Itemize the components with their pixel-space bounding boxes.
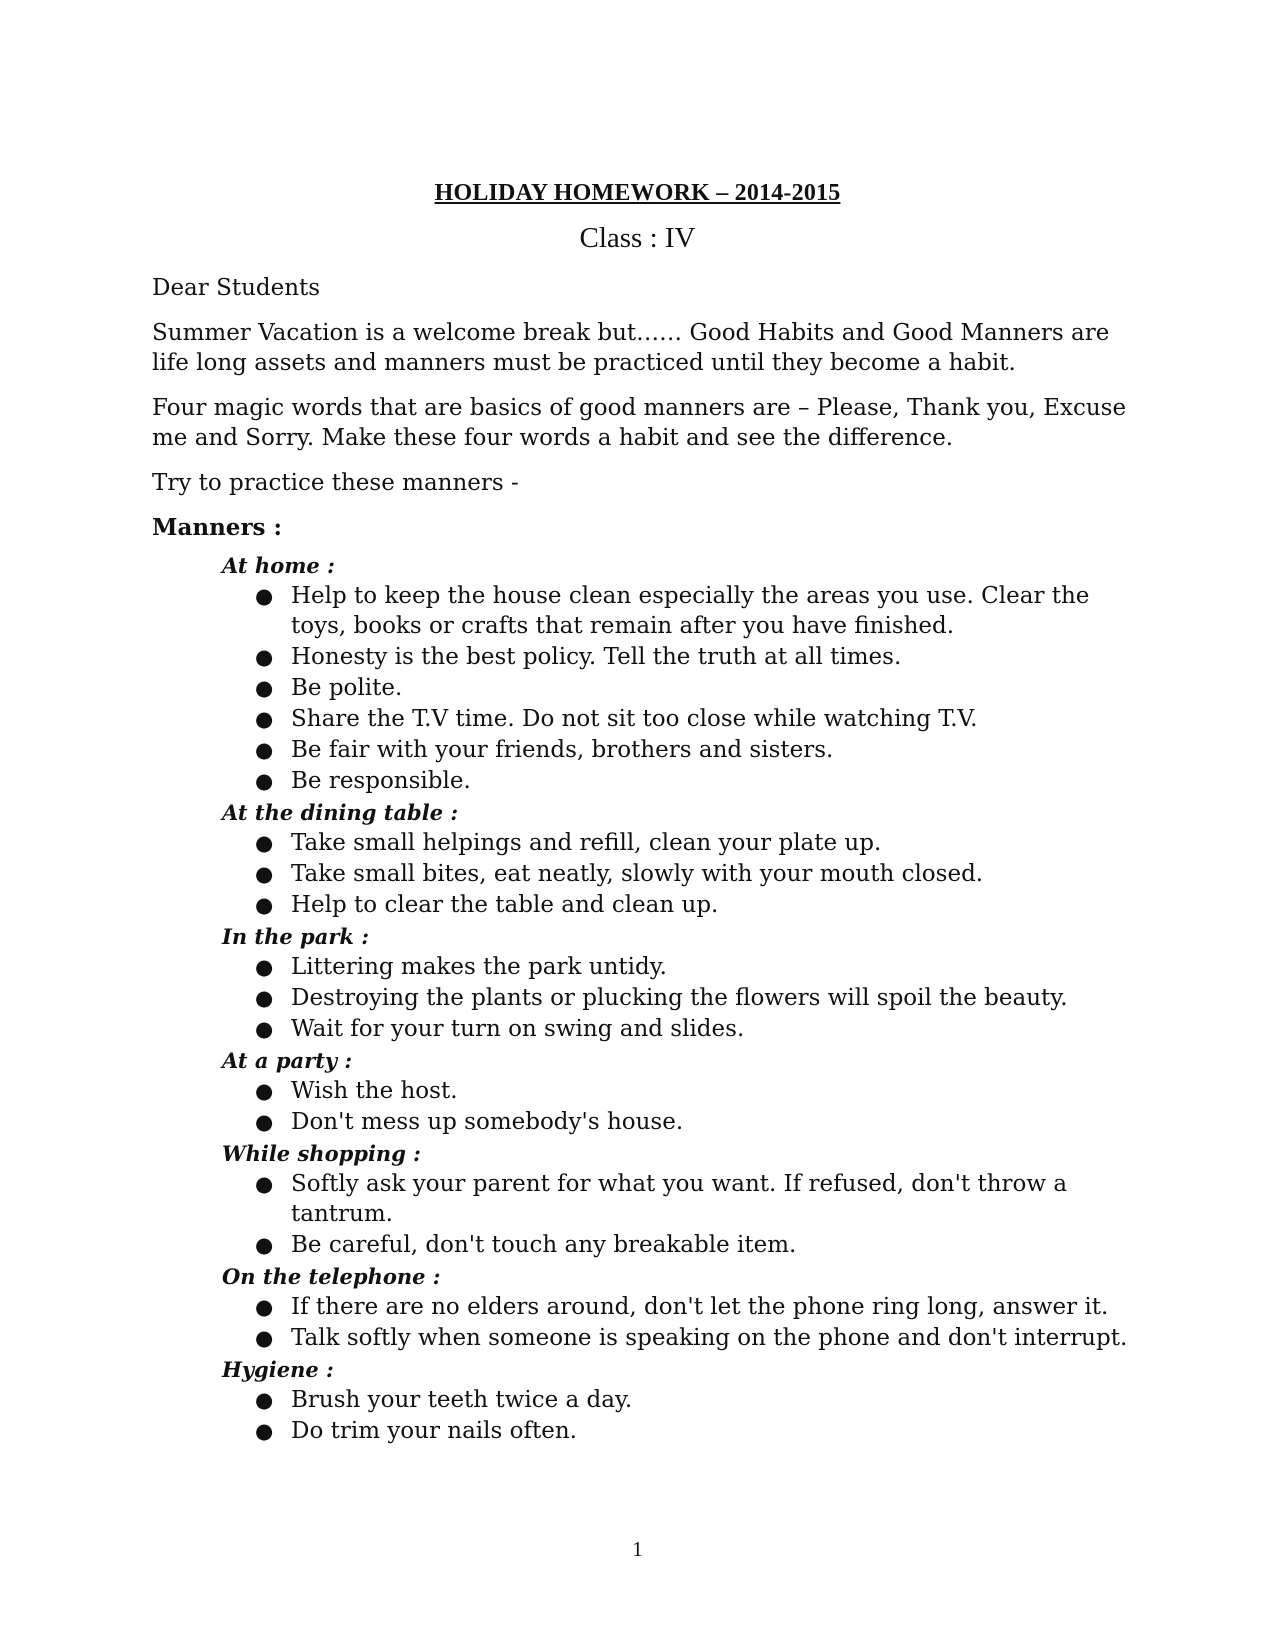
list-item-text: Talk softly when someone is speaking on the phone and don't interrupt. <box>291 1325 1128 1351</box>
section-at-home <box>222 550 1142 797</box>
list-item <box>222 735 1142 766</box>
document-subtitle: Class : IV <box>579 222 696 254</box>
list-item <box>222 890 1142 921</box>
list-item-text: Wish the host. <box>291 1078 458 1104</box>
list-item-text: Honesty is the best policy. Tell the truth at all times. <box>291 644 902 670</box>
list-item-text: Softly ask your parent for what you want. If refused, don't throw a tantrum. <box>291 1171 1068 1227</box>
list-item <box>222 1169 1142 1230</box>
list-item <box>222 1230 1142 1261</box>
list-item-text: Don't mess up somebody's house. <box>291 1109 684 1135</box>
bullet-icon: ● <box>255 831 274 855</box>
bullet-icon: ● <box>255 986 274 1010</box>
bullet-icon: ● <box>255 1110 274 1134</box>
list-item-text: Be fair with your friends, brothers and sisters. <box>291 737 834 763</box>
section-at-a-party <box>222 1045 1142 1138</box>
item-list <box>222 952 1142 1045</box>
bullet-icon: ● <box>255 769 274 793</box>
page-number: 1 <box>632 1537 643 1561</box>
item-list <box>222 1385 1142 1447</box>
list-item-text: Be polite. <box>291 675 403 701</box>
bullet-icon: ● <box>255 1079 274 1103</box>
bullet-icon: ● <box>255 1172 274 1196</box>
section-on-the-telephone <box>222 1261 1142 1354</box>
section-title: At the dining table : <box>222 800 459 825</box>
bullet-icon: ● <box>255 862 274 886</box>
bullet-icon: ● <box>255 1388 274 1412</box>
bullet-icon: ● <box>255 707 274 731</box>
magic-words-paragraph: Four magic words that are basics of good manners are – Please, Thank you, Excuse me and Sorry. Make these four words a habit and see the difference. <box>152 395 1127 451</box>
section-title: Hygiene : <box>222 1357 334 1382</box>
list-item <box>222 859 1142 890</box>
item-list <box>222 1169 1142 1261</box>
item-list <box>222 828 1142 921</box>
list-item <box>222 1385 1142 1416</box>
section-title: At home : <box>222 553 335 578</box>
list-item <box>222 673 1142 704</box>
section-title: On the telephone : <box>222 1264 441 1289</box>
section-title: In the park : <box>222 924 370 949</box>
list-item <box>222 581 1142 642</box>
list-item-text: Wait for your turn on swing and slides. <box>291 1016 745 1042</box>
intro-paragraph: Summer Vacation is a welcome break but…… Good Habits and Good Manners are life long assets and manners must be practiced until they become a habit. <box>152 320 1110 376</box>
bullet-icon: ● <box>255 1017 274 1041</box>
item-list <box>222 1292 1142 1354</box>
manners-heading: Manners : <box>152 514 283 541</box>
list-item-text: Do trim your nails often. <box>291 1418 577 1444</box>
list-item <box>222 952 1142 983</box>
list-item-text: Take small bites, eat neatly, slowly with your mouth closed. <box>291 861 984 887</box>
list-item-text: Share the T.V time. Do not sit too close while watching T.V. <box>291 706 978 732</box>
bullet-icon: ● <box>255 645 274 669</box>
list-item <box>222 1107 1142 1138</box>
list-item <box>222 1014 1142 1045</box>
list-item-text: Destroying the plants or plucking the flowers will spoil the beauty. <box>291 985 1068 1011</box>
list-item <box>222 1292 1142 1323</box>
document-title: HOLIDAY HOMEWORK – 2014-2015 <box>434 180 841 206</box>
section-hygiene <box>222 1354 1142 1447</box>
bullet-icon: ● <box>255 676 274 700</box>
practice-paragraph: Try to practice these manners - <box>152 470 519 496</box>
list-item <box>222 766 1142 797</box>
list-item-text: Littering makes the park untidy. <box>291 954 667 980</box>
bullet-icon: ● <box>255 1326 274 1350</box>
list-item <box>222 704 1142 735</box>
item-list <box>222 581 1142 797</box>
list-item-text: Be careful, don't touch any breakable item. <box>291 1232 797 1258</box>
bullet-icon: ● <box>255 584 274 608</box>
bullet-icon: ● <box>255 1419 274 1443</box>
list-item <box>222 828 1142 859</box>
section-in-the-park <box>222 921 1142 1045</box>
bullet-icon: ● <box>255 1233 274 1257</box>
list-item <box>222 983 1142 1014</box>
bullet-icon: ● <box>255 738 274 762</box>
section-title: At a party : <box>222 1048 353 1073</box>
list-item <box>222 1076 1142 1107</box>
list-item <box>222 642 1142 673</box>
bullet-icon: ● <box>255 1295 274 1319</box>
list-item <box>222 1416 1142 1447</box>
greeting: Dear Students <box>152 275 321 301</box>
bullet-icon: ● <box>255 893 274 917</box>
list-item-text: Be responsible. <box>291 768 471 794</box>
list-item-text: Brush your teeth twice a day. <box>291 1387 633 1413</box>
list-item-text: Help to clear the table and clean up. <box>291 892 719 918</box>
list-item-text: If there are no elders around, don't let the phone ring long, answer it. <box>291 1294 1109 1320</box>
manners-sections <box>222 550 1142 1447</box>
list-item-text: Help to keep the house clean especially the areas you use. Clear the toys, books or crafts that remain after you have finished. <box>291 583 1090 639</box>
list-item <box>222 1323 1142 1354</box>
item-list <box>222 1076 1142 1138</box>
bullet-icon: ● <box>255 955 274 979</box>
section-while-shopping <box>222 1138 1142 1261</box>
list-item-text: Take small helpings and refill, clean your plate up. <box>291 830 882 856</box>
section-dining-table <box>222 797 1142 921</box>
section-title: While shopping : <box>222 1141 421 1166</box>
